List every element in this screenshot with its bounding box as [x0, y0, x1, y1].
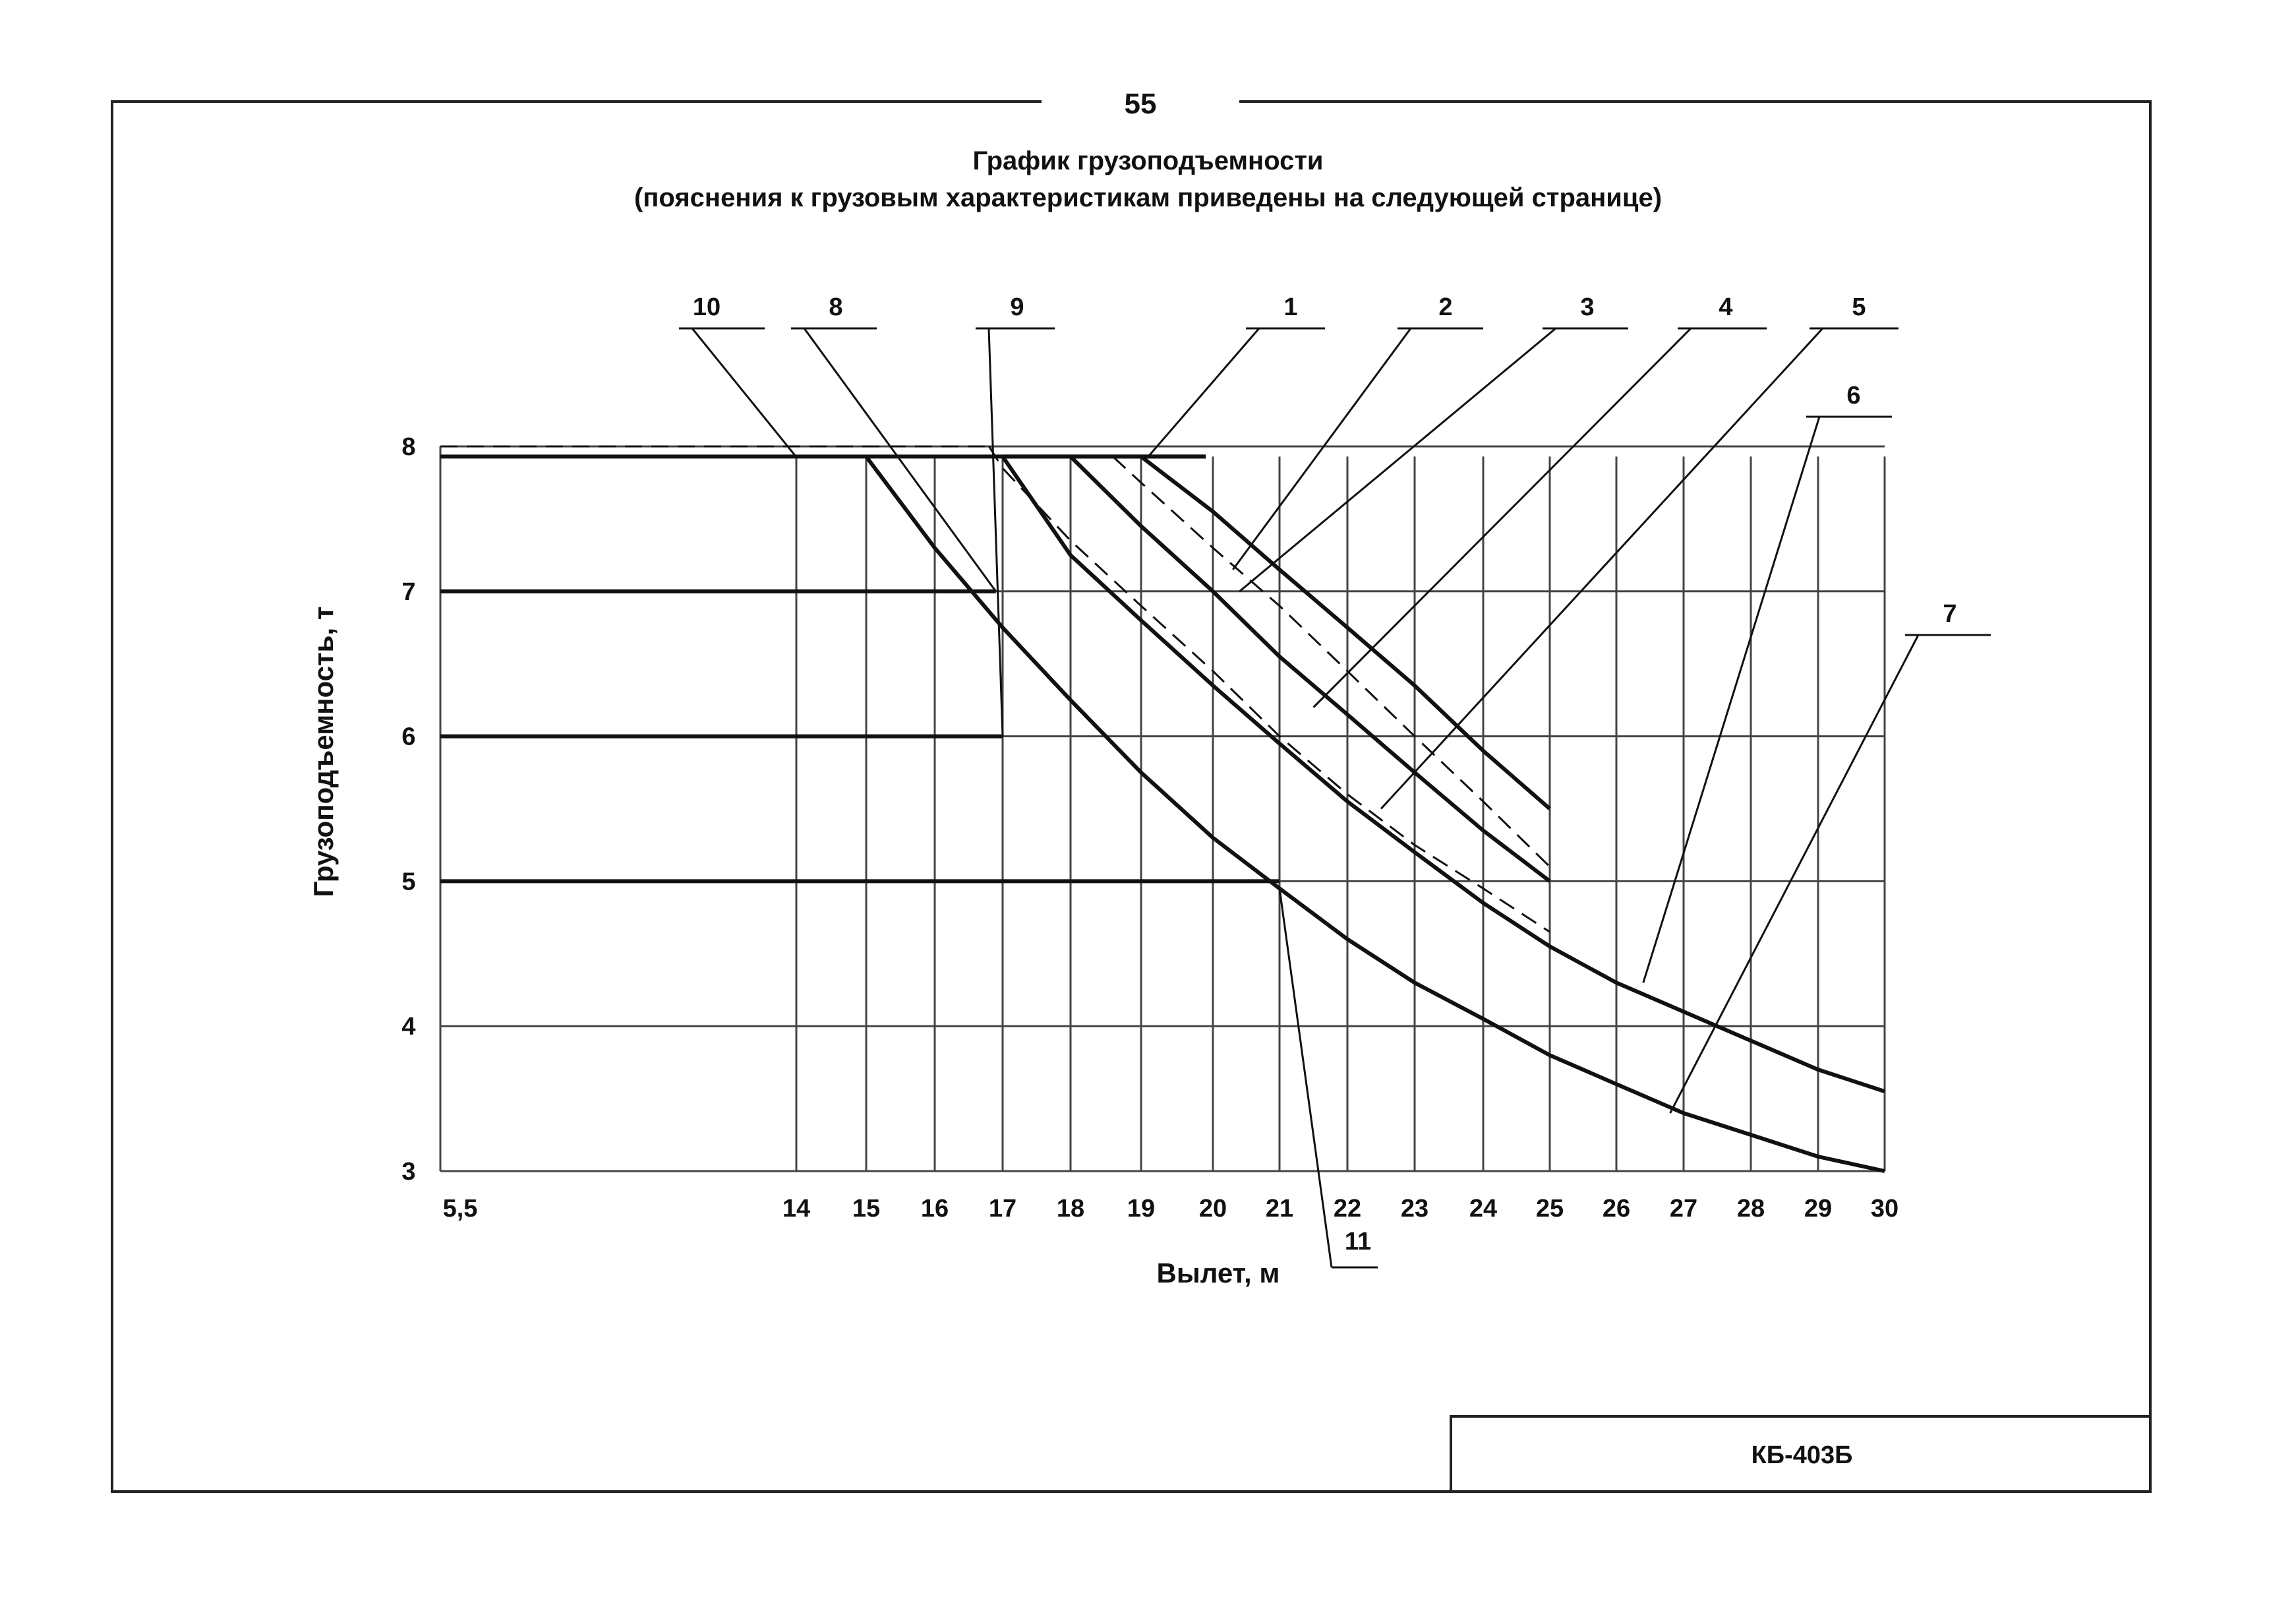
callout-label: 6	[1846, 382, 1861, 409]
callout-leader	[804, 328, 996, 591]
x-tick-label: 29	[1804, 1195, 1833, 1223]
callout-leader	[1314, 328, 1692, 708]
callout-leader	[1239, 328, 1556, 591]
callouts	[679, 293, 1991, 1267]
x-tick-label: 22	[1333, 1195, 1362, 1223]
y-tick-label: 7	[401, 578, 416, 606]
series-line-4	[1071, 456, 1550, 881]
x-tick-label: 20	[1198, 1195, 1227, 1223]
x-tick-label: 26	[1602, 1195, 1631, 1223]
x-tick-label: 30	[1870, 1195, 1899, 1223]
chart-subtitle: (пояснения к грузовым характеристикам приведены на следующей странице)	[633, 183, 1663, 212]
x-tick-label: 16	[920, 1195, 949, 1223]
callout-label: 5	[1852, 293, 1866, 321]
x-tick-label: 25	[1535, 1195, 1564, 1223]
x-tick-label: 24	[1469, 1195, 1498, 1223]
chart-title: График грузоподъемности	[972, 146, 1324, 175]
x-tick-label: 5,5	[442, 1195, 478, 1223]
callout-leader	[1148, 328, 1259, 456]
x-tick-label: 14	[782, 1195, 811, 1223]
y-tick-label: 3	[401, 1158, 416, 1186]
callout-label: 11	[1344, 1228, 1372, 1255]
x-tick-label: 18	[1056, 1195, 1085, 1223]
callout-label: 2	[1438, 293, 1453, 321]
x-tick-label: 17	[988, 1195, 1017, 1223]
callout-label: 8	[829, 293, 843, 321]
x-tick-label: 23	[1400, 1195, 1429, 1223]
callout-label: 1	[1283, 293, 1298, 321]
callout-label: 4	[1719, 293, 1733, 321]
y-tick-label: 4	[401, 1013, 416, 1041]
y-tick-label: 5	[401, 868, 416, 896]
callout-leader	[1643, 417, 1819, 983]
document-stamp: КБ-403Б	[1450, 1415, 2152, 1493]
series-line-2	[1141, 456, 1550, 808]
grid	[440, 446, 1885, 1171]
series-line-7	[866, 456, 1885, 1171]
callout-label: 7	[1943, 600, 1957, 628]
y-tick-label: 6	[401, 723, 416, 751]
y-tick-label: 8	[401, 433, 416, 461]
x-tick-label: 21	[1265, 1195, 1294, 1223]
callout-leader	[692, 328, 796, 456]
callout-label: 3	[1580, 293, 1595, 321]
x-tick-label: 28	[1736, 1195, 1765, 1223]
x-tick-label: 19	[1127, 1195, 1156, 1223]
callout-label: 10	[692, 293, 721, 321]
callout-leader	[1670, 635, 1918, 1113]
callout-leader	[1233, 328, 1411, 570]
callout-label: 9	[1010, 293, 1024, 321]
x-tick-label: 27	[1669, 1195, 1698, 1223]
x-axis-title: Вылет, м	[1156, 1257, 1280, 1288]
page-number: 55	[1042, 84, 1239, 124]
y-axis-title: Грузоподъемность, т	[308, 606, 339, 897]
x-tick-label: 15	[852, 1195, 881, 1223]
series-layer	[440, 446, 1885, 1171]
callout-leader	[989, 328, 1003, 737]
